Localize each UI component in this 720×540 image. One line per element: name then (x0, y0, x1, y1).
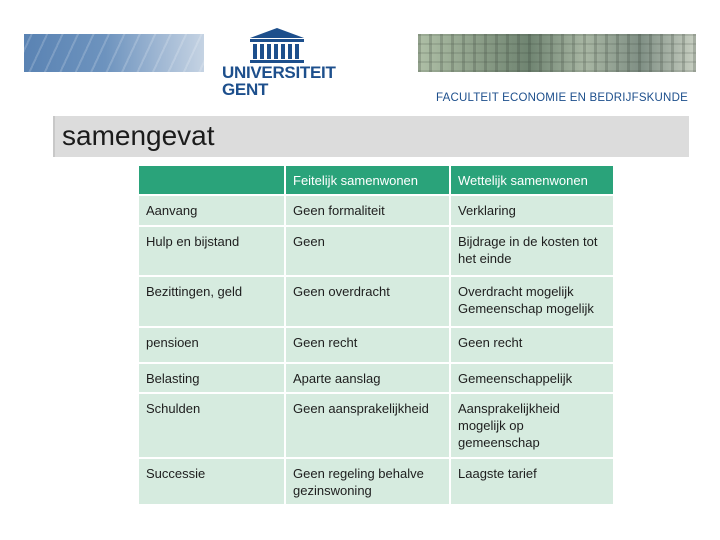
feitelijk-cell: Aparte aanslag (286, 364, 451, 394)
row-label: pensioen (139, 328, 286, 364)
row-label: Bezittingen, geld (139, 277, 286, 328)
feitelijk-cell: Geen formaliteit (286, 196, 451, 227)
slide-title-bar (53, 116, 689, 157)
slide-title: samengevat (62, 120, 215, 151)
banner-texture (24, 34, 204, 72)
wettelijk-cell: Verklaring (451, 196, 615, 227)
row-label: Hulp en bijstand (139, 227, 286, 277)
row-label: Belasting (139, 364, 286, 394)
table-row (139, 459, 615, 506)
table-row (139, 328, 615, 364)
header-empty-cell (139, 166, 286, 196)
wettelijk-cell: Geen recht (451, 328, 615, 364)
feitelijk-cell: Geen (286, 227, 451, 277)
banner-texture (418, 34, 696, 72)
header-wettelijk: Wettelijk samenwonen (451, 166, 615, 196)
university-logo-text (222, 63, 336, 99)
feitelijk-cell: Geen overdracht (286, 277, 451, 328)
wettelijk-cell: Gemeenschappelijk (451, 364, 615, 394)
table-header-row (139, 166, 615, 196)
wettelijk-cell: Overdracht mogelijk Gemeenschap mogelijk (451, 277, 615, 328)
table-row (139, 277, 615, 328)
header-feitelijk: Feitelijk samenwonen (286, 166, 451, 196)
header-banner-right (418, 34, 696, 72)
feitelijk-cell: Geen regeling behalve gezinswoning (286, 459, 451, 506)
comparison-table (139, 166, 615, 506)
feitelijk-cell: Geen aansprakelijkheid (286, 394, 451, 459)
table-row (139, 394, 615, 459)
wettelijk-cell: Laagste tarief (451, 459, 615, 506)
wettelijk-cell: Aansprakelijkheid mogelijk op gemeenschap (451, 394, 615, 459)
table-row (139, 196, 615, 227)
wettelijk-cell: Bijdrage in de kosten tot het einde (451, 227, 615, 277)
faculty-name: FACULTEIT ECONOMIE EN BEDRIJFSKUNDE (436, 92, 688, 104)
row-label: Schulden (139, 394, 286, 459)
logo-line-1: UNIVERSITEIT (222, 63, 336, 82)
table-row (139, 364, 615, 394)
feitelijk-cell: Geen recht (286, 328, 451, 364)
row-label: Successie (139, 459, 286, 506)
logo-line-2: GENT (222, 80, 269, 99)
table-row (139, 227, 615, 277)
header-banner-left (24, 34, 204, 72)
row-label: Aanvang (139, 196, 286, 227)
